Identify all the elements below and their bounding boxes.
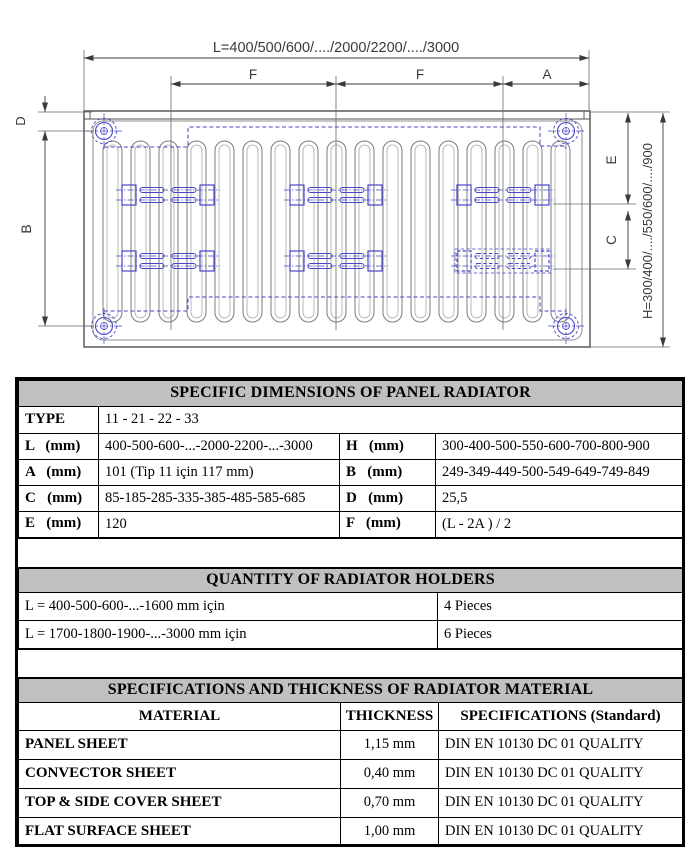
material-spec: DIN EN 10130 DC 01 QUALITY xyxy=(439,789,683,818)
dim-key: B (mm) xyxy=(340,460,436,486)
dim-label-d: D xyxy=(13,116,28,126)
dim-value: 400-500-600-...-2000-2200-...-3000 xyxy=(99,434,340,460)
specifications-col-header: SPECIFICATIONS (Standard) xyxy=(439,703,683,731)
dim-value: 101 (Tip 11 için 117 mm) xyxy=(99,460,340,486)
table-gap xyxy=(18,650,682,677)
dim-label-b: B xyxy=(18,224,34,234)
dim-key: E (mm) xyxy=(19,512,99,538)
dim-value: 25,5 xyxy=(436,486,683,512)
holders-range: L = 400-500-600-...-1600 mm için xyxy=(19,593,438,621)
material-spec: DIN EN 10130 DC 01 QUALITY xyxy=(439,818,683,847)
material-thickness: 1,15 mm xyxy=(341,731,439,760)
material-spec: DIN EN 10130 DC 01 QUALITY xyxy=(439,731,683,760)
dim-label-f-right: F xyxy=(415,67,425,82)
dim-label-c: C xyxy=(604,235,619,245)
materials-table xyxy=(18,677,683,848)
material-name: TOP & SIDE COVER SHEET xyxy=(19,789,341,818)
holders-range: L = 1700-1800-1900-...-3000 mm için xyxy=(19,621,438,649)
type-label: TYPE xyxy=(19,407,99,434)
holders-qty: 6 Pieces xyxy=(438,621,683,649)
dim-key: F (mm) xyxy=(340,512,436,538)
material-thickness: 0,40 mm xyxy=(341,760,439,789)
dim-label-a: A xyxy=(542,67,552,82)
radiator-technical-drawing xyxy=(0,0,700,375)
dim-value: (L - 2A ) / 2 xyxy=(436,512,683,538)
material-thickness: 0,70 mm xyxy=(341,789,439,818)
specification-tables xyxy=(15,377,685,847)
dim-label-height: H=300/400/..../550/600/..../900 xyxy=(640,143,655,319)
dim-value: 249-349-449-500-549-649-749-849 xyxy=(436,460,683,486)
holders-table xyxy=(18,567,683,650)
dim-key: H (mm) xyxy=(340,434,436,460)
thickness-col-header: THICKNESS xyxy=(341,703,439,731)
dim-value: 85-185-285-335-385-485-585-685 xyxy=(99,486,340,512)
material-spec: DIN EN 10130 DC 01 QUALITY xyxy=(439,760,683,789)
dim-key: D (mm) xyxy=(340,486,436,512)
materials-table-title: SPECIFICATIONS AND THICKNESS OF RADIATOR MATERIAL xyxy=(19,678,683,703)
dim-label-length: L=400/500/600/..../2000/2200/..../3000 xyxy=(212,40,460,56)
holders-qty: 4 Pieces xyxy=(438,593,683,621)
material-thickness: 1,00 mm xyxy=(341,818,439,847)
dim-key: L (mm) xyxy=(19,434,99,460)
material-name: CONVECTOR SHEET xyxy=(19,760,341,789)
material-name: FLAT SURFACE SHEET xyxy=(19,818,341,847)
material-name: PANEL SHEET xyxy=(19,731,341,760)
holders-table-title: QUANTITY OF RADIATOR HOLDERS xyxy=(19,568,683,593)
type-value: 11 - 21 - 22 - 33 xyxy=(99,407,683,434)
dimensions-table-title: SPECIFIC DIMENSIONS OF PANEL RADIATOR xyxy=(19,381,683,407)
dim-key: C (mm) xyxy=(19,486,99,512)
material-col-header: MATERIAL xyxy=(19,703,341,731)
dim-label-f-left: F xyxy=(248,67,258,82)
dim-value: 300-400-500-550-600-700-800-900 xyxy=(436,434,683,460)
dim-key: A (mm) xyxy=(19,460,99,486)
table-gap xyxy=(18,539,682,567)
dim-value: 120 xyxy=(99,512,340,538)
dimensions-table xyxy=(18,380,683,539)
dim-label-e: E xyxy=(604,155,619,165)
